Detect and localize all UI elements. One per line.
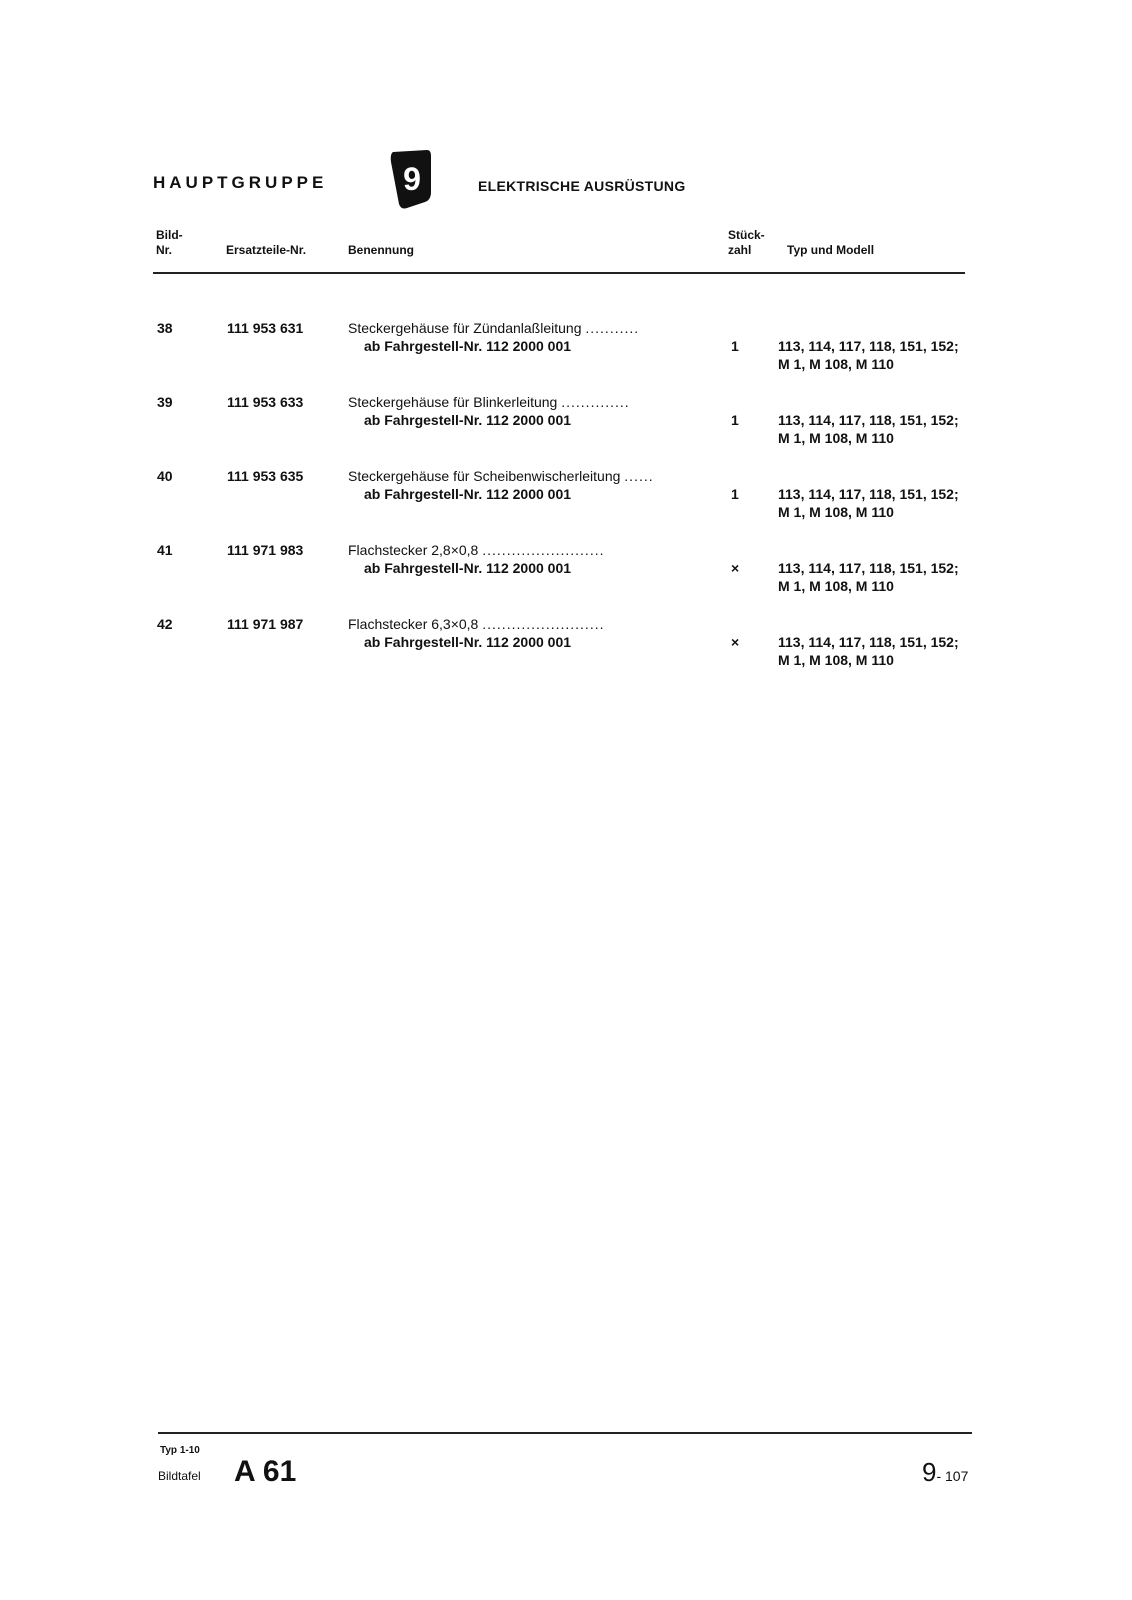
header-rule: [153, 272, 965, 274]
typ-line-2: M 1, M 108, M 110: [778, 652, 894, 668]
ersatzteil-nr: 111 953 635: [227, 468, 304, 484]
group-number-badge: [387, 148, 433, 210]
page-number-main: 9: [922, 1457, 937, 1487]
typ-line-2: M 1, M 108, M 110: [778, 504, 894, 520]
stueckzahl: 1: [731, 412, 739, 428]
stueckzahl: 1: [731, 486, 739, 502]
benennung-text: Steckergehäuse für Scheibenwischerleitung: [348, 468, 621, 484]
bildtafel-label: Bildtafel: [158, 1469, 201, 1483]
col-header-bild: Bild- Nr.: [156, 228, 183, 257]
benennung: [348, 467, 654, 485]
typ-line-2: M 1, M 108, M 110: [778, 578, 894, 594]
benennung: [348, 541, 605, 559]
bild-nr: 39: [157, 394, 173, 410]
leader-dots: .........................: [482, 542, 605, 558]
benennung-text: Flachstecker 6,3×0,8: [348, 616, 479, 632]
page-number-sub: - 107: [936, 1468, 969, 1484]
page-number: [922, 1457, 968, 1488]
typ-line-1: 113, 114, 117, 118, 151, 152;: [778, 486, 959, 502]
col-header-ersatzteil: Ersatzteile-Nr.: [226, 243, 307, 257]
ersatzteil-nr: 111 971 987: [227, 616, 304, 632]
sub-text: ab Fahrgestell-Nr. 112 2000 001: [364, 560, 572, 576]
typ-line-1: 113, 114, 117, 118, 151, 152;: [778, 634, 959, 650]
benennung-text: Steckergehäuse für Zündanlaßleitung: [348, 320, 582, 336]
typ-line-1: 113, 114, 117, 118, 151, 152;: [778, 338, 959, 354]
leader-dots: ...........: [585, 320, 640, 336]
sub-text: ab Fahrgestell-Nr. 112 2000 001: [364, 634, 572, 650]
typ-line-2: M 1, M 108, M 110: [778, 356, 894, 372]
main-group-label: HAUPTGRUPPE: [153, 173, 328, 192]
typ-line-2: M 1, M 108, M 110: [778, 430, 894, 446]
stueckzahl: 1: [731, 338, 739, 354]
col-header-typ: Typ und Modell: [787, 243, 875, 257]
bild-nr: 42: [157, 616, 173, 632]
benennung: [348, 615, 605, 633]
ersatzteil-nr: 111 971 983: [227, 542, 304, 558]
bild-nr: 38: [157, 320, 173, 336]
benennung: [348, 393, 630, 411]
footer-typ: Typ 1-10: [160, 1445, 200, 1456]
typ-line-1: 113, 114, 117, 118, 151, 152;: [778, 560, 959, 576]
bild-nr: 41: [157, 542, 173, 558]
benennung: [348, 319, 639, 337]
ersatzteil-nr: 111 953 633: [227, 394, 304, 410]
typ-line-1: 113, 114, 117, 118, 151, 152;: [778, 412, 959, 428]
sub-text: ab Fahrgestell-Nr. 112 2000 001: [364, 412, 572, 428]
stueckzahl: ×: [731, 634, 740, 650]
col-header-benennung: Benennung: [348, 243, 414, 257]
section-title: ELEKTRISCHE AUSRÜSTUNG: [478, 178, 686, 194]
benennung-text: Flachstecker 2,8×0,8: [348, 542, 479, 558]
ersatzteil-nr: 111 953 631: [227, 320, 304, 336]
leader-dots: .........................: [482, 616, 605, 632]
col-header-stueckzahl: Stück- zahl: [728, 228, 765, 257]
leader-dots: ..............: [561, 394, 630, 410]
leader-dots: ......: [624, 468, 654, 484]
bildtafel-number: A 61: [234, 1455, 297, 1488]
stueckzahl: ×: [731, 560, 740, 576]
sub-text: ab Fahrgestell-Nr. 112 2000 001: [364, 338, 572, 354]
sub-text: ab Fahrgestell-Nr. 112 2000 001: [364, 486, 572, 502]
footer-rule: [158, 1432, 972, 1434]
group-number: 9: [403, 161, 421, 197]
bild-nr: 40: [157, 468, 173, 484]
benennung-text: Steckergehäuse für Blinkerleitung: [348, 394, 558, 410]
